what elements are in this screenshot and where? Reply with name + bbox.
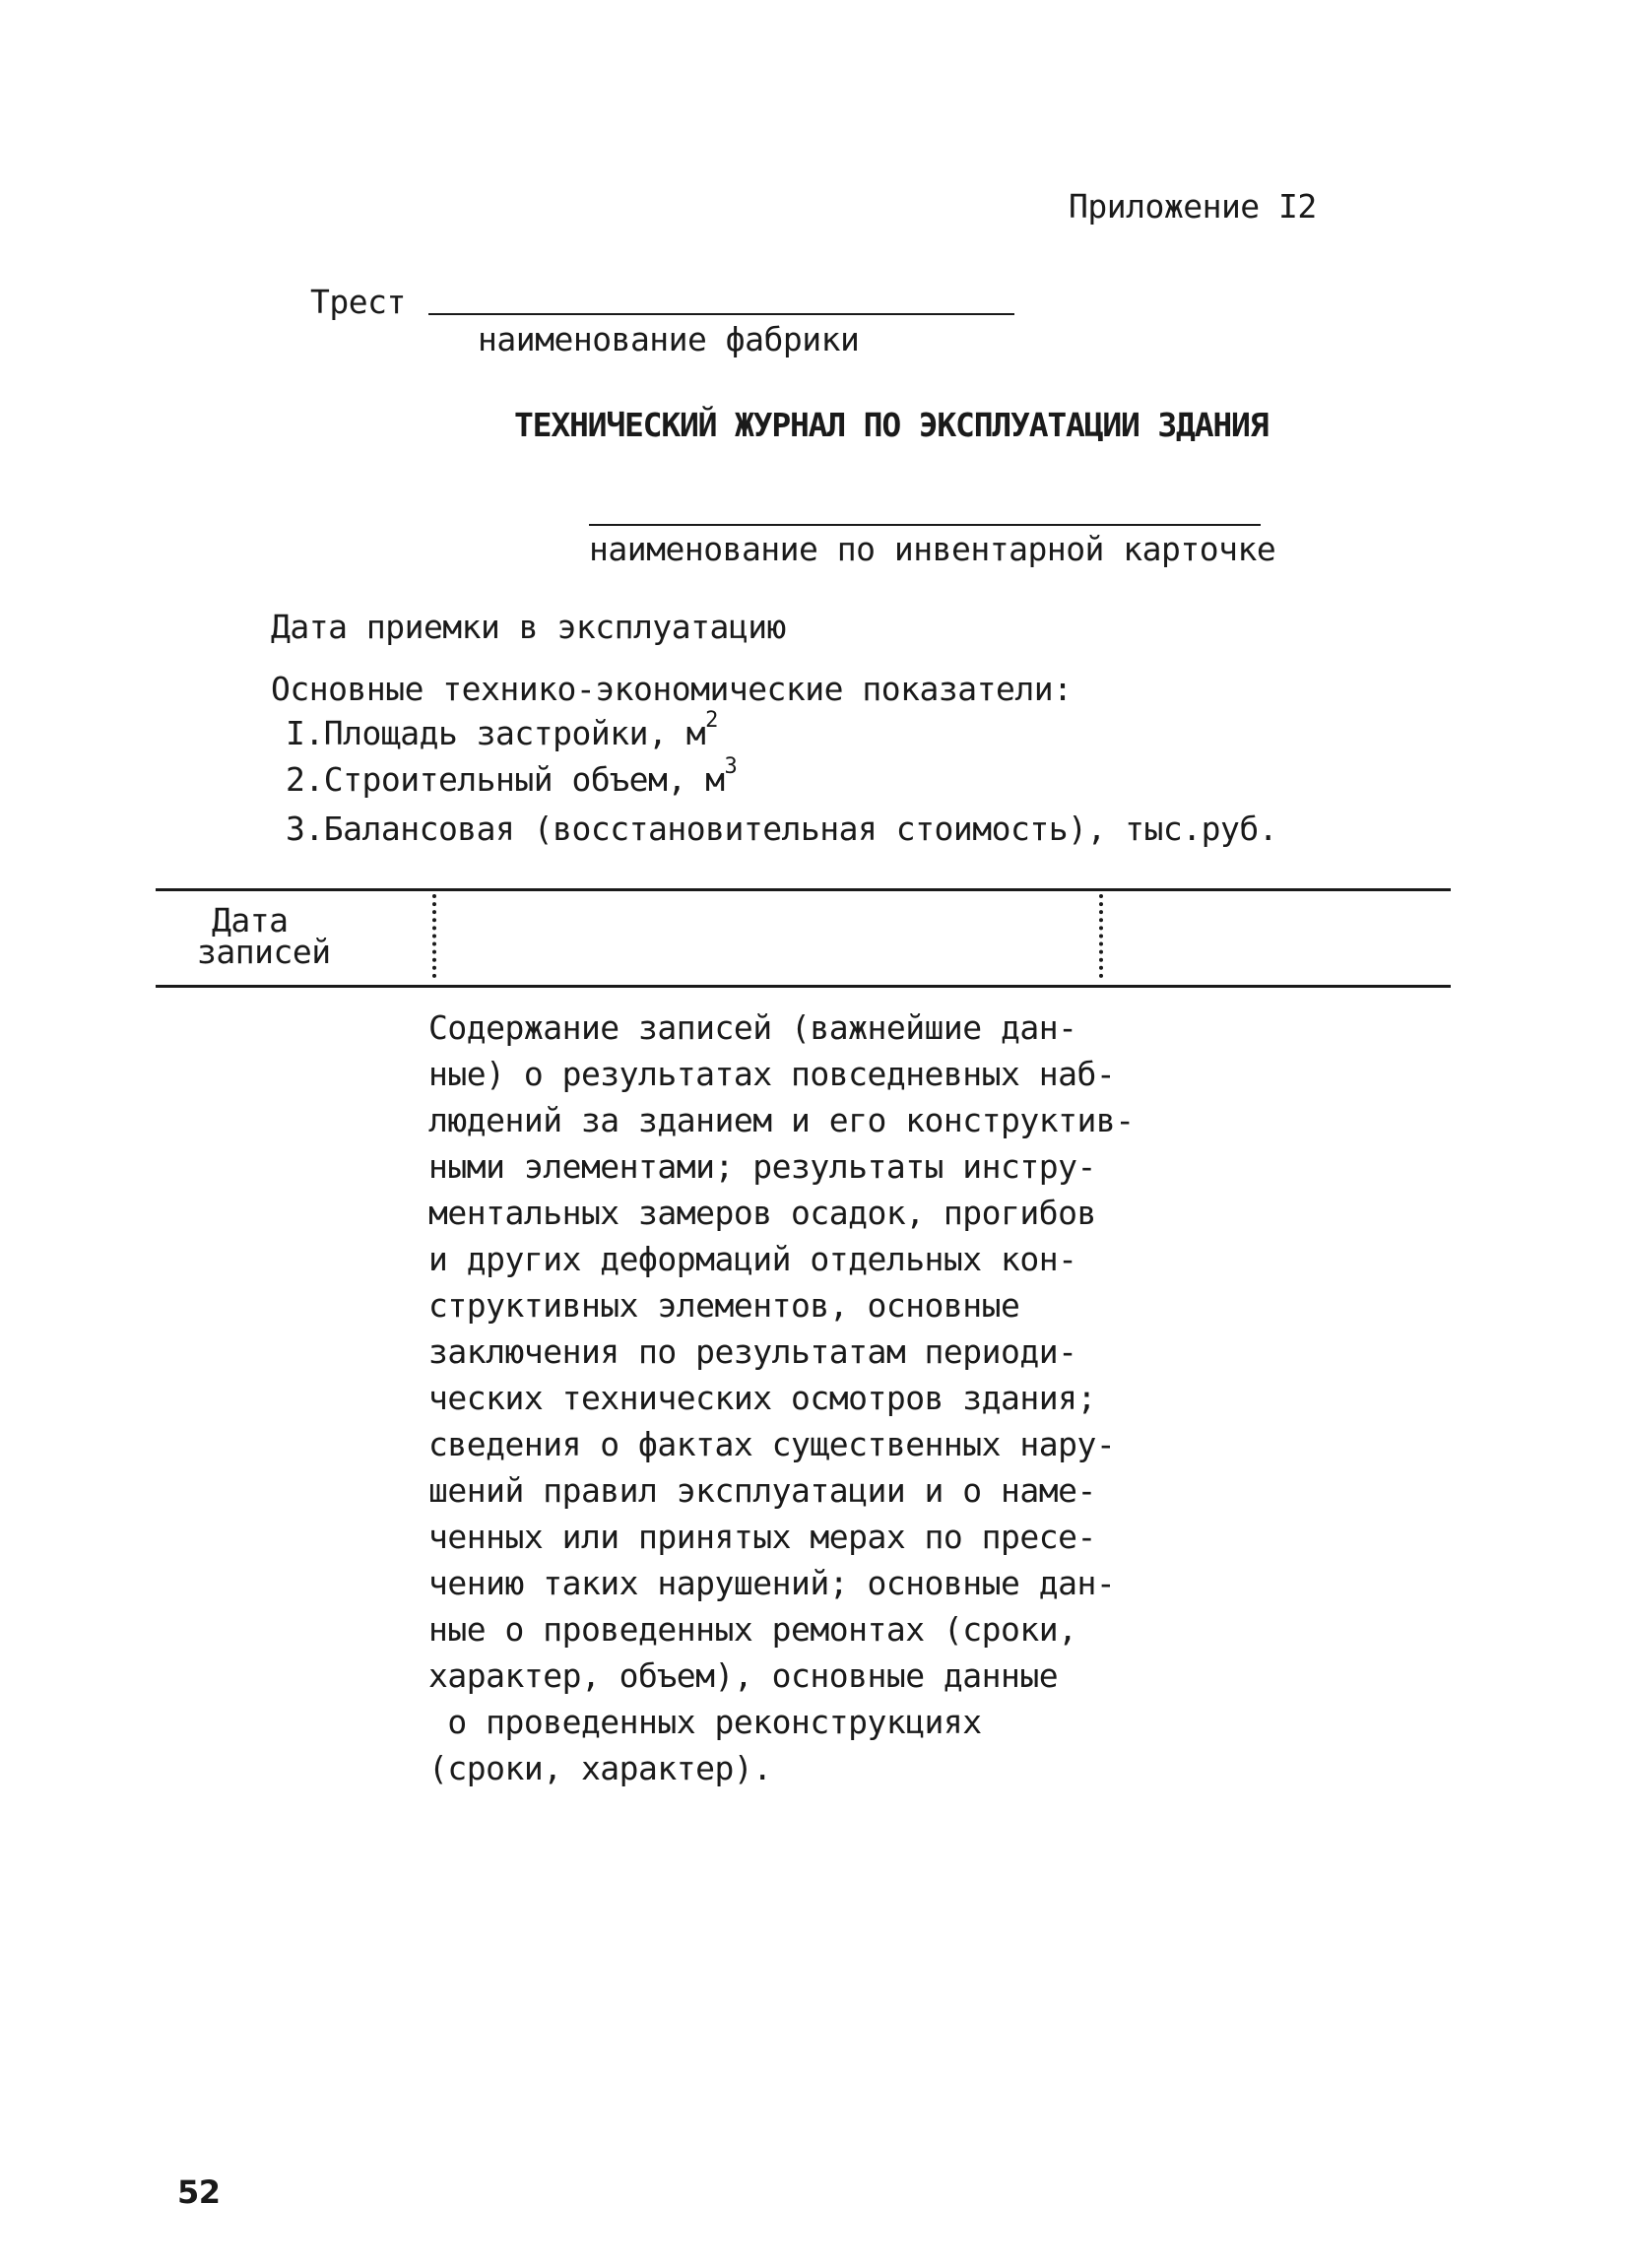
appendix-label: Приложение I2 [1069,187,1317,226]
content-line: ментальных замеров осадок, прогибов [428,1194,1096,1232]
indicator-text: 3.Балансовая (восстановительная стоимость), тыс.руб. [286,810,1278,848]
content-line: характер, объем), основные данные [428,1656,1059,1695]
content-line: ченных или принятых мерах по пресе- [428,1518,1096,1556]
acceptance-date-label: Дата приемки в эксплуатацию [271,608,786,646]
factory-caption: наименование фабрики [478,320,860,358]
table-top-rule [156,888,1451,891]
building-name-line [589,524,1261,526]
table-bottom-rule [156,985,1451,988]
indicator-text: I.Площадь застройки, м [286,714,706,752]
content-line: чению таких нарушений; основные дан- [428,1564,1116,1602]
content-line: структивных элементов, основные [428,1286,1020,1325]
page-number: 52 [177,2173,221,2211]
table-col-divider-left [432,894,436,978]
content-line: Содержание записей (важнейшие дан- [428,1008,1077,1047]
indicator-superscript: 3 [724,754,738,779]
indicator-item-area [286,708,718,752]
records-content [428,1004,1138,1791]
indicator-item-volume [286,754,738,799]
table-col-divider-right [1099,894,1103,978]
content-line: (сроки, характер). [428,1749,772,1787]
journal-title: ТЕХНИЧЕСКИЙ ЖУРНАЛ ПО ЭКСПЛУАТАЦИИ ЗДАНИЯ [514,406,1269,444]
inventory-caption: наименование по инвентарной карточке [589,530,1276,568]
trust-name-line [428,313,1014,315]
content-line: людений за зданием и его конструктив- [428,1101,1135,1139]
table-col-date-line1: Дата [212,901,289,940]
content-line: и других деформаций отдельных кон- [428,1240,1077,1278]
content-line: ные) о результатах повседневных наб- [428,1055,1116,1093]
content-line: сведения о фактах существенных нару- [428,1425,1116,1463]
trust-label: Трест [310,283,406,321]
content-line: ные о проведенных ремонтах (сроки, [428,1610,1077,1649]
content-line: ческих технических осмотров здания; [428,1379,1096,1417]
content-line: заключения по результатам периоди- [428,1332,1077,1371]
content-line: о проведенных реконструкциях [428,1703,982,1741]
content-line: ными элементами; результаты инстру- [428,1147,1096,1186]
indicator-superscript: 2 [705,708,718,733]
indicator-text: 2.Строительный объем, м [286,760,725,799]
content-line: шений правил эксплуатации и о наме- [428,1471,1096,1510]
indicators-heading: Основные технико-экономические показатели: [271,670,1073,708]
table-col-date-line2: записей [197,933,331,971]
indicator-item-balance [286,810,1278,848]
